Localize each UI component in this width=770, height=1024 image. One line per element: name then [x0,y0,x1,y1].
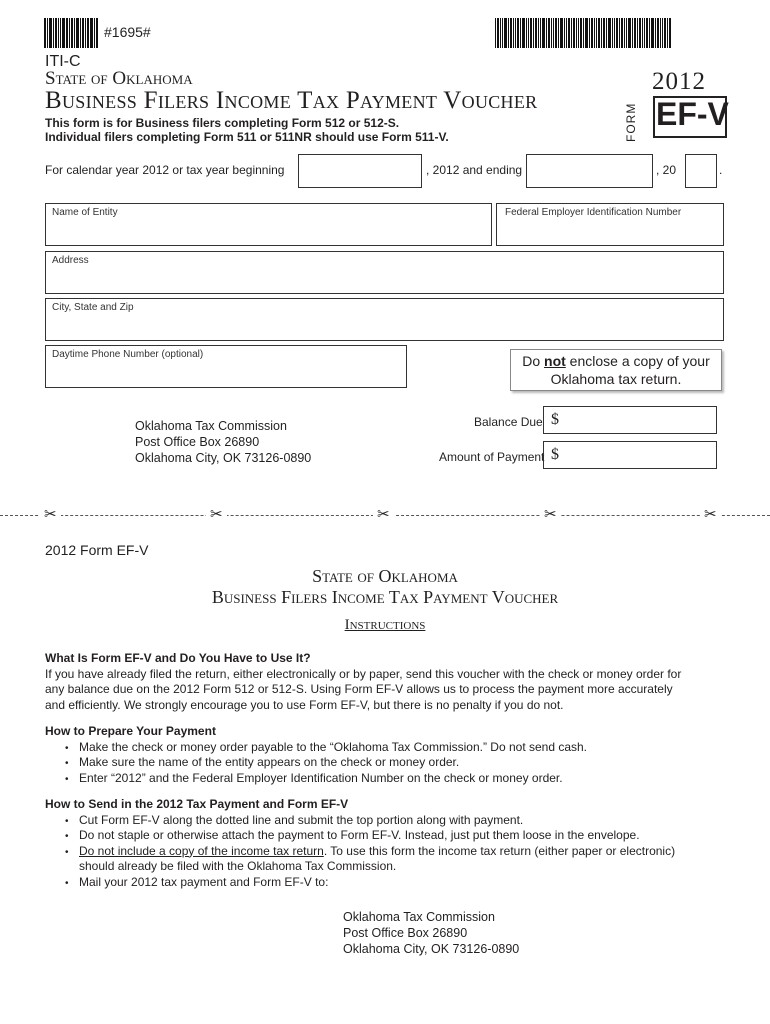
period-end: . [719,163,723,177]
amount-of-payment-label: Amount of Payment [439,450,545,464]
list-item: • Do not staple or otherwise attach the payment to Form EF-V. Instead, just put them loose in the envelope. [65,828,735,844]
period-year-prefix: , 20 [656,163,677,177]
list-item: • Make sure the name of the entity appears on the check or money order. [65,755,735,771]
state-heading: State of Oklahoma [45,68,193,89]
do-not-include-line2: should already be filed with the Oklahoma Tax Commission. [79,859,397,873]
form-id: ITI-C [45,53,81,70]
form-code: #1695# [104,24,151,40]
section-what-line1: If you have already filed the return, either electronically or by paper, send this voucher with the check or money order for [45,666,682,681]
lower-form-title: 2012 Form EF-V [45,542,149,558]
city-state-zip-label: City, State and Zip [52,302,134,313]
notice-pre: Do [522,353,545,369]
tax-year-begin-field[interactable] [298,154,422,188]
city-state-zip-field[interactable] [45,298,724,341]
address-label: Address [52,255,89,266]
barcode-right [495,18,672,48]
balance-due-label: Balance Due [474,415,543,429]
lower-voucher-title: Business Filers Income Tax Payment Voucher [211,587,559,607]
phone-field[interactable] [45,345,407,388]
list-item [65,844,735,875]
period-prefix: For calendar year 2012 or tax year beginning [45,163,285,177]
do-not-enclose-notice [510,349,722,391]
business-note: This form is for Business filers completing Form 512 or 512-S. [45,116,400,130]
lower-mail-line2: Post Office Box 26890 [343,926,468,940]
form-word-vertical: FORM [624,102,638,142]
send-list [65,813,735,891]
list-item: • Make the check or money order payable to the “Oklahoma Tax Commission.” Do not send cash. [65,740,735,756]
balance-due-currency: $ [551,411,559,428]
amount-of-payment-field[interactable] [543,441,717,469]
do-not-include-rest: . To use this form the income tax return (either paper or electronic) [323,843,676,858]
section-what-heading: What Is Form EF-V and Do You Have to Use It? [45,651,311,665]
mail-to-line2: Post Office Box 26890 [135,435,260,449]
form-name: EF-V [656,96,729,132]
tax-year-end-field[interactable] [526,154,653,188]
instructions-heading: Instructions [344,617,426,633]
section-what-line3: and efficiently. We strongly encourage you to use Form EF-V, but there is no penalty if you do not. [45,697,564,712]
mail-to-line3: Oklahoma City, OK 73126-0890 [135,451,312,465]
scissors-icon: ✂ [700,505,721,523]
list-item: • Cut Form EF-V along the dotted line and submit the top portion along with payment. [65,813,735,829]
lower-mail-line3: Oklahoma City, OK 73126-0890 [343,942,520,956]
address-field[interactable] [45,251,724,294]
period-middle: , 2012 and ending [426,163,523,177]
tax-year-end-year-field[interactable] [685,154,717,188]
instructions-body [45,651,735,890]
fein-field[interactable] [496,203,724,246]
scissors-icon: ✂ [373,505,394,523]
prepare-list [65,740,735,787]
list-item: • Mail your 2012 tax payment and Form EF-V to: [65,875,735,891]
notice-post: enclose a copy of your [565,353,710,369]
lower-state-heading: State of Oklahoma [312,566,458,586]
entity-name-field[interactable] [45,203,492,246]
payment-currency: $ [551,446,559,463]
section-what-line2: any balance due on the 2012 Form 512 or 512-S. Using Form EF-V allows us to process the payment more accurately [45,682,673,696]
notice-emphasis: not [544,353,566,369]
form-year: 2012 [652,68,706,95]
scissors-icon: ✂ [540,505,561,523]
balance-due-field[interactable] [543,406,717,434]
fein-label: Federal Employer Identification Number [505,207,682,218]
scissors-icon: ✂ [206,505,227,523]
voucher-title: Business Filers Income Tax Payment Voucher [45,87,538,114]
lower-mail-line1: Oklahoma Tax Commission [343,910,495,924]
list-item: • Enter “2012” and the Federal Employer Identification Number on the check or money order. [65,771,735,787]
scissors-icon: ✂ [40,505,61,523]
barcode-left [44,18,99,48]
section-prepare-heading: How to Prepare Your Payment [45,724,216,738]
individual-note: Individual filers completing Form 511 or 511NR should use Form 511-V. [45,130,449,144]
do-not-include-underlined: Do not include a copy of the income tax return [79,843,324,858]
section-send-heading: How to Send in the 2012 Tax Payment and Form EF-V [45,797,349,811]
mail-to-line1: Oklahoma Tax Commission [135,419,287,433]
notice-line2: Oklahoma tax return. [550,371,682,387]
phone-label: Daytime Phone Number (optional) [52,349,204,360]
entity-name-label: Name of Entity [52,207,118,218]
lower-mail-address [343,909,519,957]
mail-to-address [135,418,311,466]
